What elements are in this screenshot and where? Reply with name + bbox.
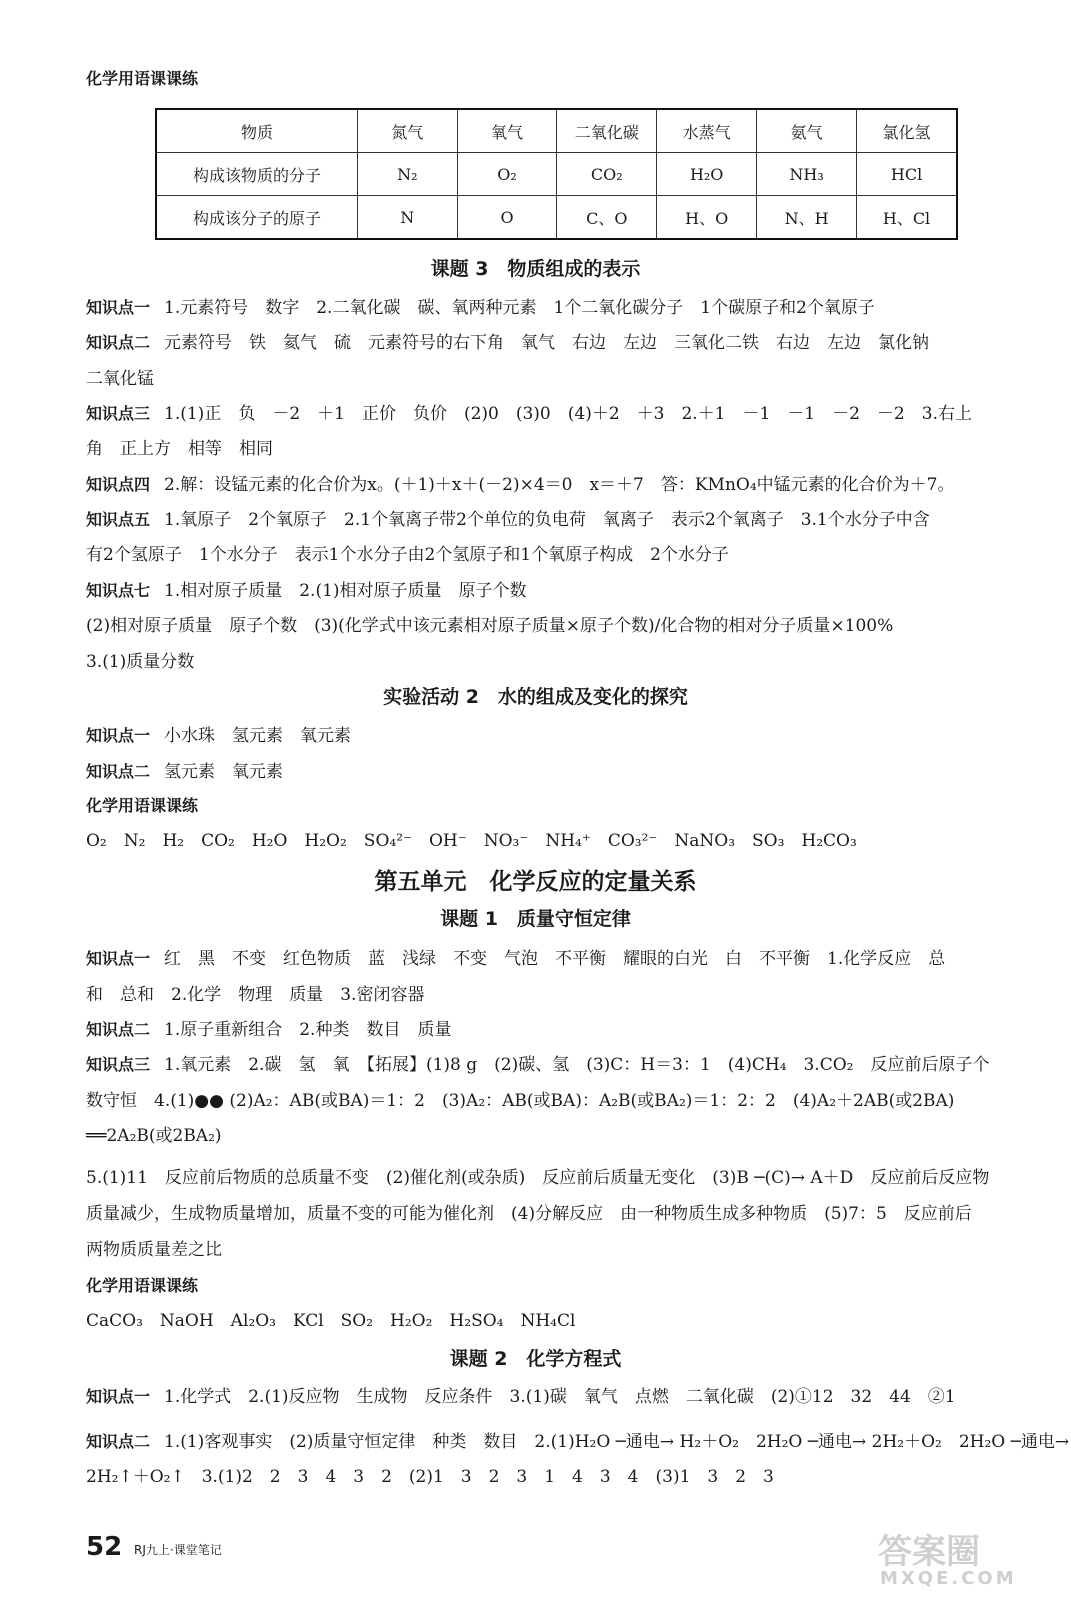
answer-text: 小水珠 氢元素 氧元素 — [164, 726, 352, 746]
molecule-table — [155, 108, 958, 240]
watermark-url: MXQE.COM — [880, 1568, 1017, 1589]
answer-text: 元素符号 铁 氦气 硫 元素符号的右下角 氧气 右边 左边 三氧化二铁 右边 左边 氯化钠 — [164, 333, 930, 353]
answer-line — [86, 944, 945, 969]
exp2-sub-label: 化学用语课课练 — [86, 796, 199, 815]
answer-text: 1.元素符号 数字 2.二氧化碳 碳、氧两种元素 1个二氧化碳分子 1个碳原子和2个氧原子 — [164, 298, 875, 318]
knowledge-point-label: 知识点二 — [86, 762, 151, 781]
table-cell: H、Cl — [857, 196, 957, 240]
table-cell: 氯化氢 — [857, 109, 957, 153]
answer-text: 1.氧原子 2个氧原子 2.1个氧离子带2个单位的负电荷 氧离子 表示2个氧离子 3.1个水分子中含 — [164, 510, 930, 530]
book-label: RJ九上·课堂笔记 — [134, 1543, 222, 1557]
table-cell: NH₃ — [757, 153, 857, 196]
knowledge-point-label: 知识点一 — [86, 949, 151, 968]
watermark-logo: 答案圈 — [878, 1532, 980, 1572]
table-cell: 氨气 — [757, 109, 857, 153]
answer-line — [86, 1462, 774, 1487]
table-cell: C、O — [557, 196, 657, 240]
answer-text: 3.(1)质量分数 — [86, 652, 195, 672]
lesson1-sub-label: 化学用语课课练 — [86, 1276, 199, 1295]
lesson2-title: 课题 2 化学方程式 — [449, 1348, 622, 1370]
knowledge-point-label: 知识点三 — [86, 404, 151, 423]
exp2-title: 实验活动 2 水的组成及变化的探究 — [383, 686, 688, 708]
answer-line — [86, 434, 273, 459]
answer-line — [86, 328, 929, 353]
knowledge-point-label: 知识点二 — [86, 1432, 151, 1451]
answer-text: 1.(1)正 负 －2 ＋1 正价 负价 (2)0 (3)0 (4)＋2 ＋3 2.＋1 －1 －1 －2 －2 3.右上 — [164, 404, 972, 424]
table-row — [156, 109, 957, 153]
answer-text: 5.(1)11 反应前后物质的总质量不变 (2)催化剂(或杂质) 反应前后质量无变化 (3)B ─(C)→ A＋D 反应前后反应物 — [86, 1168, 990, 1188]
answer-line — [86, 1015, 451, 1040]
knowledge-point-label: 知识点一 — [86, 1387, 151, 1406]
answer-text: 角 正上方 相等 相同 — [86, 439, 273, 459]
answer-line — [86, 1427, 1069, 1452]
knowledge-point-label: 知识点一 — [86, 298, 151, 317]
answer-line — [86, 611, 893, 636]
answer-line — [86, 576, 527, 601]
page-number: 52 — [86, 1532, 123, 1562]
answer-text: 数守恒 4.(1)●● (2)A₂：AB(或BA)＝1：2 (3)A₂：AB(或BA)：A₂B(或BA₂)＝1：2：2 (4)A₂＋2AB(或2BA) — [86, 1091, 955, 1111]
answer-text: 1.相对原子质量 2.(1)相对原子质量 原子个数 — [164, 581, 527, 601]
knowledge-point-label: 知识点一 — [86, 726, 151, 745]
answer-text: 有2个氢原子 1个水分子 表示1个水分子由2个氢原子和1个氧原子构成 2个水分子 — [86, 545, 729, 565]
answer-line — [86, 1050, 989, 1075]
table-cell: 水蒸气 — [657, 109, 757, 153]
table-cell: H、O — [657, 196, 757, 240]
answer-text: 二氧化锰 — [86, 369, 154, 389]
lesson1-title: 课题 1 质量守恒定律 — [440, 908, 631, 930]
answer-line — [86, 540, 729, 565]
table-cell: 物质 — [156, 109, 357, 153]
lesson3-title: 课题 3 物质组成的表示 — [430, 258, 641, 280]
table-cell: N — [357, 196, 457, 240]
table-cell: 氮气 — [357, 109, 457, 153]
answer-line — [86, 721, 351, 746]
answer-line — [86, 470, 954, 495]
knowledge-point-label: 知识点二 — [86, 1020, 151, 1039]
knowledge-point-label: 知识点二 — [86, 333, 151, 352]
answer-line — [86, 757, 283, 782]
answer-text: ══2A₂B(或2BA₂) — [86, 1126, 222, 1146]
answer-line — [86, 293, 875, 318]
answer-text: (2)相对原子质量 原子个数 (3)(化学式中该元素相对原子质量×原子个数)/化合物的相对分子质量×100% — [86, 616, 894, 636]
answer-text: 和 总和 2.化学 物理 质量 3.密闭容器 — [86, 985, 425, 1005]
table-cell: H₂O — [657, 153, 757, 196]
answer-text: 1.化学式 2.(1)反应物 生成物 反应条件 3.(1)碳 氧气 点燃 二氧化碳 (2)①12 32 44 ②1 — [164, 1387, 956, 1407]
answer-text: 2H₂↑＋O₂↑ 3.(1)2 2 3 4 3 2 (2)1 3 2 3 1 4 3 4 (3)1 3 2 3 — [86, 1467, 774, 1487]
table-row — [156, 196, 957, 240]
answer-line — [86, 1163, 989, 1188]
knowledge-point-label: 知识点三 — [86, 1055, 151, 1074]
table-cell: O — [457, 196, 557, 240]
unit5-title: 第五单元 化学反应的定量关系 — [374, 869, 697, 895]
table-cell: N、H — [757, 196, 857, 240]
table-cell: 构成该分子的原子 — [156, 196, 357, 240]
answer-line — [86, 1235, 222, 1260]
section-label: 化学用语课课练 — [86, 69, 199, 88]
lesson1-formulas: CaCO₃ NaOH Al₂O₃ KCl SO₂ H₂O₂ H₂SO₄ NH₄Cl — [86, 1311, 576, 1331]
answer-line — [86, 1199, 972, 1224]
table-cell: 氧气 — [457, 109, 557, 153]
exp2-formulas: O₂ N₂ H₂ CO₂ H₂O H₂O₂ SO₄²⁻ OH⁻ NO₃⁻ NH₄⁺ CO₃²⁻ NaNO₃ SO₃ H₂CO₃ — [86, 831, 857, 851]
answer-text: 1.氧元素 2.碳 氢 氧 【拓展】(1)8 g (2)碳、氢 (3)C：H＝3：1 (4)CH₄ 3.CO₂ 反应前后原子个 — [164, 1055, 990, 1075]
table-cell: N₂ — [357, 153, 457, 196]
answer-line — [86, 364, 154, 389]
answer-line — [86, 980, 424, 1005]
knowledge-point-label: 知识点四 — [86, 475, 151, 494]
answer-line — [86, 1382, 956, 1407]
table-cell: CO₂ — [557, 153, 657, 196]
answer-text: 两物质质量差之比 — [86, 1240, 222, 1260]
answer-line — [86, 1086, 954, 1111]
answer-text: 质量减少，生成物质量增加，质量不变的可能为催化剂 (4)分解反应 由一种物质生成多种物质 (5)7：5 反应前后 — [86, 1204, 972, 1224]
answer-line — [86, 505, 930, 530]
answer-text: 2.解：设锰元素的化合价为x。(＋1)＋x＋(－2)×4＝0 x＝＋7 答：KMnO₄中锰元素的化合价为＋7。 — [164, 475, 955, 495]
answer-text: 1.原子重新组合 2.种类 数目 质量 — [164, 1020, 452, 1040]
answer-line — [86, 399, 972, 424]
answer-line — [86, 647, 194, 672]
knowledge-point-label: 知识点五 — [86, 510, 151, 529]
table-cell: HCl — [857, 153, 957, 196]
answer-text: 1.(1)客观事实 (2)质量守恒定律 种类 数目 2.(1)H₂O ─通电→ H₂＋O₂ 2H₂O ─通电→ 2H₂＋O₂ 2H₂O ─通电→ — [164, 1432, 1070, 1452]
answer-text: 氢元素 氧元素 — [164, 762, 284, 782]
table-cell: 二氧化碳 — [557, 109, 657, 153]
table-cell: O₂ — [457, 153, 557, 196]
knowledge-point-label: 知识点七 — [86, 581, 151, 600]
table-row — [156, 153, 957, 196]
answer-text: 红 黑 不变 红色物质 蓝 浅绿 不变 气泡 不平衡 耀眼的白光 白 不平衡 1.化学反应 总 — [164, 949, 946, 969]
answer-line — [86, 1121, 222, 1146]
table-cell: 构成该物质的分子 — [156, 153, 357, 196]
